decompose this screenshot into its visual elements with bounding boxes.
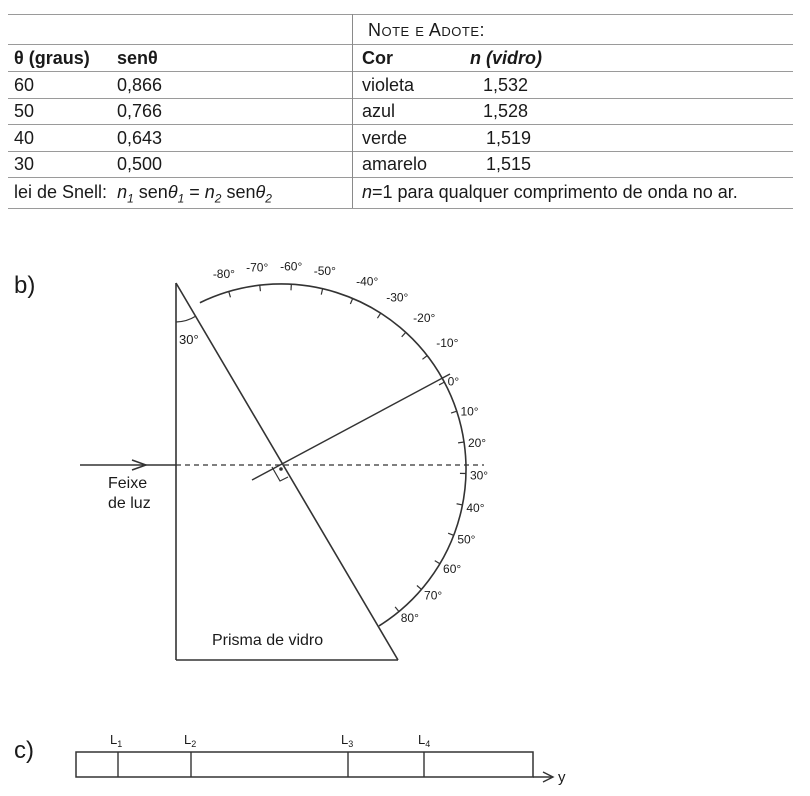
note-header: Note e Adote:	[368, 20, 486, 40]
protractor-tick	[395, 607, 399, 612]
prism-hypotenuse	[176, 283, 398, 660]
protractor-tick	[321, 289, 322, 295]
mark-L3: $L_3$	[341, 732, 354, 749]
protractor-label: -60°	[280, 259, 303, 274]
row-n: 1,519	[486, 128, 532, 148]
protractor-tick	[439, 382, 444, 385]
protractor-label: 50°	[457, 532, 476, 547]
row-n: 1,532	[483, 75, 529, 95]
row-theta: 50	[14, 101, 35, 121]
right-angle-dot	[279, 467, 283, 471]
protractor-tick	[417, 585, 422, 589]
row-n: 1,528	[483, 101, 529, 121]
protractor-arc	[200, 284, 466, 626]
protractor-tick	[350, 298, 352, 304]
protractor-tick	[448, 533, 454, 535]
protractor-label: 0°	[447, 374, 460, 389]
figure-c-label: c)	[14, 737, 34, 764]
protractor-tick	[260, 285, 261, 291]
protractor-tick	[435, 561, 440, 564]
beam-label: Feixe	[108, 475, 148, 492]
protractor-label: 10°	[460, 404, 479, 419]
header-sin: senθ	[117, 48, 158, 68]
apex-angle-arc	[176, 316, 196, 322]
protractor-label: -70°	[246, 260, 269, 275]
header-theta: θ (graus)	[14, 48, 90, 68]
protractor-tick	[458, 442, 464, 443]
protractor-label: -80°	[212, 267, 235, 282]
row-color: azul	[362, 101, 396, 121]
air-index-note: n=1 para qualquer comprimento de onda no ar.	[362, 182, 738, 202]
row-theta: 30	[14, 154, 35, 174]
row-theta: 40	[14, 128, 35, 148]
protractor-tick	[457, 504, 463, 505]
protractor-label: 40°	[466, 501, 485, 516]
row-theta: 60	[14, 75, 35, 95]
beam-label: de luz	[108, 495, 151, 512]
protractor-tick	[402, 332, 406, 336]
protractor-label: -20°	[413, 311, 436, 326]
prism-angle-label: 30°	[179, 332, 199, 347]
row-color: violeta	[362, 75, 415, 95]
header-color: Cor	[362, 48, 393, 68]
protractor-label: -10°	[436, 336, 459, 351]
protractor-label: 20°	[467, 436, 487, 451]
mark-L2: $L_2$	[184, 732, 197, 749]
protractor-ticks	[229, 284, 466, 611]
row-sin: 0,866	[117, 75, 163, 95]
protractor-tick	[229, 292, 231, 298]
protractor-label: 60°	[443, 561, 462, 576]
axis-label-y: y	[558, 769, 566, 786]
row-color: amarelo	[362, 154, 428, 174]
protractor-label: 30°	[469, 468, 489, 483]
strip-rect	[76, 752, 533, 777]
protractor-label: 70°	[424, 588, 443, 603]
row-sin: 0,766	[117, 101, 163, 121]
protractor-label: -30°	[386, 290, 409, 305]
protractor-tick	[422, 356, 427, 360]
mark-L1: $L_1$	[110, 732, 123, 749]
protractor-label: -40°	[356, 274, 379, 289]
snell-law: lei de Snell: $n_1$ $sen\theta_1 = n_2$ senθ$_2$	[14, 182, 272, 206]
protractor-label: -50°	[313, 264, 336, 279]
mark-L4: $L_4$	[418, 732, 431, 749]
row-n: 1,515	[486, 154, 532, 174]
protractor-tick	[377, 313, 380, 318]
header-n: n (vidro)	[470, 48, 542, 68]
prism-label: Prisma de vidro	[212, 632, 324, 649]
protractor-labels	[213, 259, 488, 625]
row-sin: 0,643	[117, 128, 163, 148]
figure-b-label: b)	[14, 272, 36, 299]
protractor-tick	[451, 411, 457, 413]
row-color: verde	[362, 128, 408, 148]
row-sin: 0,500	[117, 154, 163, 174]
protractor-label: 80°	[400, 611, 419, 626]
normal-line	[252, 374, 450, 480]
